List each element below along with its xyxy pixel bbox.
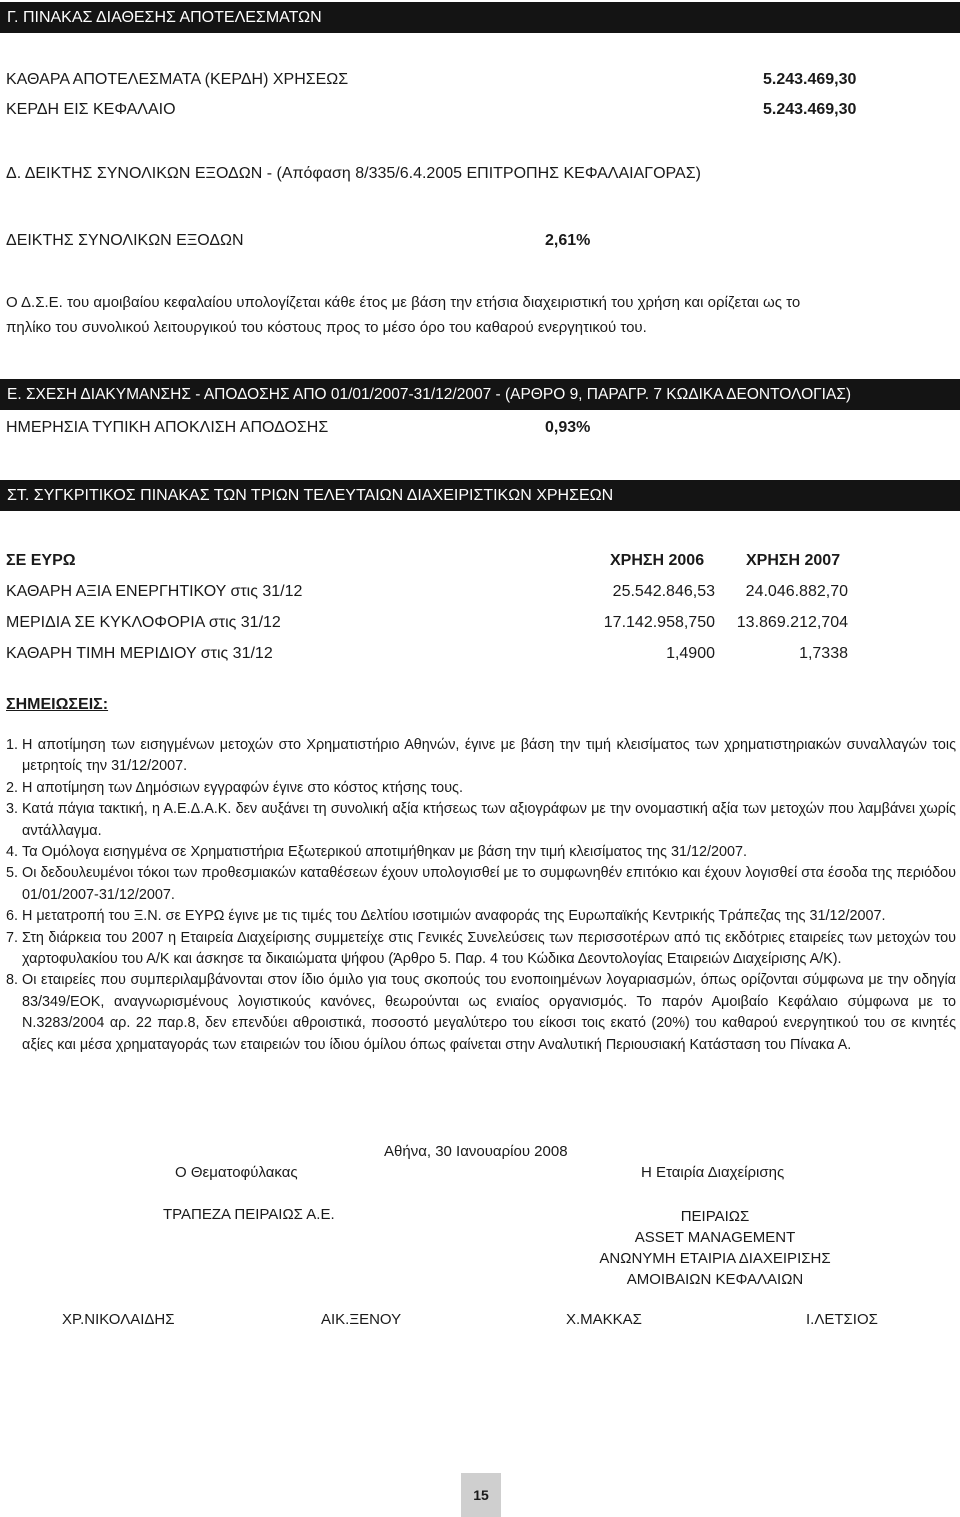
note-number: 3.: [6, 801, 19, 818]
note-text: Η αποτίμηση των Δημόσιων εγγραφών έγινε στο κόστος κτήσης τους.: [22, 779, 463, 796]
capital-profits-label: ΚΕΡΔΗ ΕΙΣ ΚΕΦΑΛΑΙΟ: [6, 101, 176, 118]
note-number: 6.: [6, 908, 19, 925]
note-item: [6, 970, 956, 1056]
notes-title: ΣΗΜΕΙΩΣΕΙΣ:: [6, 696, 109, 713]
note-text: Κατά πάγια τακτική, η Α.Ε.Δ.Α.Κ. δεν αυξάνει τη συνολική αξία κτήσεως των αξιογράφων με την ονομαστική αξία των μετοχών που λαμβάνει χωρίς αντάλλαγμα.: [22, 801, 956, 839]
table-header-2007: ΧΡΗΣΗ 2007: [746, 552, 841, 569]
note-text: Στη διάρκεια του 2007 η Εταιρεία Διαχείρισης συμμετείχε στις Γενικές Συνελεύσεις των περισσοτέρων από τις εκδότριες εταιρείες των μετοχών του χαρτοφυλακίου του Α/Κ και άσκησε τα δικαιώματα ψήφου (Άρθρο 5. Παρ. 4 του Κώδικα Δεοντολογίας Εταιρειών Διαχείρισης Α/Κ).: [22, 929, 956, 968]
expense-ratio-description-line2: πηλίκο του συνολικού λειτουργικού του κόστους προς το μέσο όρο του καθαρού ενεργητικού του.: [6, 319, 647, 336]
note-item: [6, 863, 956, 906]
table-cell-2007: 13.869.212,704: [736, 614, 848, 631]
table-cell-2007: 24.046.882,70: [745, 583, 848, 600]
table-cell-2006: 1,4900: [666, 645, 715, 662]
table-header-2006: ΧΡΗΣΗ 2006: [610, 552, 705, 569]
note-item: [6, 778, 956, 799]
management-company-line: ΑΝΩΝΥΜΗ ΕΤΑΙΡΙΑ ΔΙΑΧΕΙΡΙΣΗΣ: [599, 1250, 831, 1267]
note-number: 5.: [6, 865, 19, 882]
note-number: 7.: [6, 929, 19, 946]
signatory-name: Χ.ΜΑΚΚΑΣ: [566, 1311, 642, 1328]
note-number: 1.: [6, 737, 19, 753]
note-item: [6, 928, 956, 971]
signatory-name: ΑΙΚ.ΞΕΝΟΥ: [321, 1311, 402, 1328]
management-company-line: ΠΕΙΡΑΙΩΣ: [680, 1208, 750, 1225]
note-number: 8.: [6, 972, 19, 989]
signatory-name: Ι.ΛΕΤΣΙΟΣ: [806, 1311, 878, 1328]
signatory-name: ΧΡ.ΝΙΚΟΛΑΙΔΗΣ: [62, 1311, 175, 1328]
section-e-title: Ε. ΣΧΕΣΗ ΔΙΑΚΥΜΑΝΣΗΣ - ΑΠΟΔΟΣΗΣ ΑΠΟ 01/01/2007-31/12/2007 - (ΑΡΘΡΟ 9, ΠΑΡΑΓΡ. 7 ΚΩΔΙΚΑ ΔΕΟΝΤΟΛΟΓΙΑΣ): [0, 379, 960, 410]
section-st-title: ΣΤ. ΣΥΓΚΡΙΤΙΚΟΣ ΠΙΝΑΚΑΣ ΤΩΝ ΤΡΙΩΝ ΤΕΛΕΥΤΑΙΩΝ ΔΙΑΧΕΙΡΙΣΤΙΚΩΝ ΧΡΗΣΕΩΝ: [0, 480, 960, 511]
notes-list: [6, 735, 956, 1056]
net-results-value: 5.243.469,30: [763, 71, 857, 88]
custodian-role: Ο Θεματοφύλακας: [175, 1164, 298, 1181]
management-company-role: Η Εταιρία Διαχείρισης: [641, 1164, 785, 1181]
note-number: 4.: [6, 844, 19, 861]
expense-ratio-value: 2,61%: [545, 232, 591, 249]
net-results-label: ΚΑΘΑΡΑ ΑΠΟΤΕΛΕΣΜΑΤΑ (ΚΕΡΔΗ) ΧΡΗΣΕΩΣ: [6, 71, 349, 88]
note-text: Τα Ομόλογα εισηγμένα σε Χρηματιστήρια Εξωτερικού αποτιμήθηκαν με βάση την τιμή κλεισίματος της 31/12/2007.: [22, 844, 747, 861]
note-text: Οι δεδουλευμένοι τόκοι των προθεσμιακών καταθέσεων έχουν υπολογισθεί με το συμφωνηθέν επιτόκιο και έχουν λογισθεί στα έσοδα της περιόδου 01/01/2007-31/12/2007.: [22, 865, 956, 903]
table-row-label: ΚΑΘΑΡΗ ΤΙΜΗ ΜΕΡΙΔΙΟΥ στις 31/12: [6, 645, 273, 662]
table-cell-2007: 1,7338: [799, 645, 848, 662]
management-company-line: ASSET MANAGEMENT: [634, 1229, 796, 1246]
table-cell-2006: 17.142.958,750: [603, 614, 715, 631]
table-cell-2006: 25.542.846,53: [612, 583, 715, 600]
note-text: Οι εταιρείες που συμπεριλαμβάνονται στον ίδιο όμιλο για τους σκοπούς του ενοποιημένων λογαριασμών, όπως ορίζονται σύμφωνα με την οδηγία 83/349/ΕΟΚ, αναγνωρισμένους λογιστικούς κανόνες, θεωρούνται ως ενιαίος οργανισμός. Το παρόν Αμοιβαίο Κεφάλαιο σύμφωνα με το Ν.3283/2004 αρ. 22 παρ.8, δεν επενδύει αθροιστικά, ποσοστό μεγαλύτερο του είκοσι τοις εκατό (20%) του καθαρού ενεργητικού του σε κινητές αξίες και μέσα χρηματαγοράς των εταιρειών του ίδιου όμίλου όπως φαίνεται στην Αναλυτική Περιουσιακή Κατάσταση του Πίνακα Α.: [22, 972, 956, 1053]
daily-std-dev-label: ΗΜΕΡΗΣΙΑ ΤΥΠΙΚΗ ΑΠΟΚΛΙΣΗ ΑΠΟΔΟΣΗΣ: [6, 419, 329, 436]
note-text: Η αποτίμηση των εισηγμένων μετοχών στο Χρηματιστήριο Αθηνών, έγινε με βάση την τιμή κλεισίματος των χρηματιστηριακών συναλλαγών τοις μετρητοίς την 31/12/2007.: [22, 737, 956, 775]
place-date: Αθήνα, 30 Ιανουαρίου 2008: [384, 1143, 568, 1160]
table-row-label: ΚΑΘΑΡΗ ΑΞΙΑ ΕΝΕΡΓΗΤΙΚΟΥ στις 31/12: [6, 583, 303, 600]
section-d-title: Δ. ΔΕΙΚΤΗΣ ΣΥΝΟΛΙΚΩΝ ΕΞΟΔΩΝ - (Απόφαση 8/335/6.4.2005 ΕΠΙΤΡΟΠΗΣ ΚΕΦΑΛΑΙΑΓΟΡΑΣ): [6, 165, 701, 182]
note-text: Η μετατροπή του Ξ.Ν. σε ΕΥΡΩ έγινε με τις τιμές του Δελτίου ισοτιμιών αναφοράς της Ευρωπαϊκής Κεντρικής Τράπεζας της 31/12/2007.: [22, 908, 886, 925]
expense-ratio-description-line1: Ο Δ.Σ.Ε. του αμοιβαίου κεφαλαίου υπολογίζεται κάθε έτος με βάση την ετήσια διαχειριστική του χρήση και ορίζεται ως το: [6, 294, 801, 311]
page-number-text: 15: [473, 1487, 489, 1503]
daily-std-dev-value: 0,93%: [545, 419, 591, 436]
management-company-name: [590, 1206, 840, 1290]
management-company-line: ΑΜΟΙΒΑΙΩΝ ΚΕΦΑΛΑΙΩΝ: [626, 1271, 804, 1288]
capital-profits-value: 5.243.469,30: [763, 101, 857, 118]
note-item: [6, 799, 956, 842]
expense-ratio-label: ΔΕΙΚΤΗΣ ΣΥΝΟΛΙΚΩΝ ΕΞΟΔΩΝ: [6, 232, 244, 249]
custodian-company: ΤΡΑΠΕΖΑ ΠΕΙΡΑΙΩΣ Α.Ε.: [163, 1206, 335, 1223]
note-item: [6, 842, 956, 863]
note-item: [6, 735, 956, 778]
table-row-label: ΜΕΡΙΔΙΑ ΣΕ ΚΥΚΛΟΦΟΡΙΑ στις 31/12: [6, 614, 281, 631]
note-number: 2.: [6, 779, 19, 796]
note-item: [6, 906, 956, 927]
page-number: [461, 1473, 501, 1517]
table-header-currency: ΣΕ ΕΥΡΩ: [6, 552, 76, 569]
section-g-title: Γ. ΠΙΝΑΚΑΣ ΔΙΑΘΕΣΗΣ ΑΠΟΤΕΛΕΣΜΑΤΩΝ: [0, 2, 960, 33]
